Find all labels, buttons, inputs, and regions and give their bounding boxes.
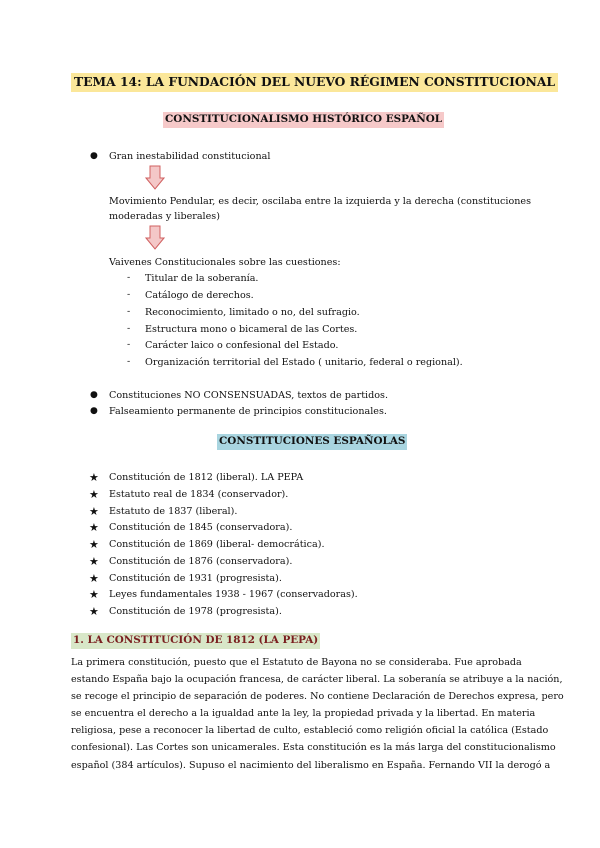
dash-item: Reconocimiento, limitado o no, del sufragio. <box>145 307 360 318</box>
constitution-list-item: Constitución de 1869 (liberal- democrática). <box>109 539 325 550</box>
dash-marker: - <box>127 306 131 317</box>
paragraph-line: se encuentra el derecho a la igualdad ante la ley, la propiedad privada y la libertad. En materia <box>71 708 536 720</box>
bullet-dot: ● <box>90 406 98 416</box>
star-icon: ★ <box>89 521 99 534</box>
dash-marker: - <box>127 272 131 283</box>
section-heading-constitucionalismo: CONSTITUCIONALISMO HISTÓRICO ESPAÑOL <box>163 112 444 128</box>
star-icon: ★ <box>89 572 99 585</box>
section-heading-constituciones: CONSTITUCIONES ESPAÑOLAS <box>217 434 407 450</box>
dash-item: Carácter laico o confesional del Estado. <box>145 340 339 351</box>
bullet-dot: ● <box>90 151 98 161</box>
dash-marker: - <box>127 289 131 300</box>
pendular-line-1: Movimiento Pendular, es decir, oscilaba entre la izquierda y la derecha (constituciones <box>109 196 531 207</box>
dash-item: Titular de la soberanía. <box>145 273 259 284</box>
constitution-list-item: Constitución de 1931 (progresista). <box>109 573 282 584</box>
star-icon: ★ <box>89 605 99 618</box>
dash-item: Organización territorial del Estado ( unitario, federal o regional). <box>145 357 463 368</box>
dash-item: Estructura mono o bicameral de las Cortes. <box>145 324 358 335</box>
star-icon: ★ <box>89 538 99 551</box>
constitution-list-item: Constitución de 1876 (conservadora). <box>109 556 293 567</box>
pendular-line-2: moderadas y liberales) <box>109 211 220 222</box>
paragraph-line: confesional). Las Cortes son unicamerales. Esta constitución es la más larga del constitucionalismo <box>71 742 556 754</box>
dash-marker: - <box>127 339 131 350</box>
constitution-list-item: Estatuto de 1837 (liberal). <box>109 506 238 517</box>
bullet-dot: ● <box>90 390 98 400</box>
down-arrow-icon <box>145 225 165 250</box>
paragraph-line: estando España bajo la ocupación francesa, de carácter liberal. La soberanía se atribuye a la nación, <box>71 674 563 686</box>
star-icon: ★ <box>89 555 99 568</box>
bullet-text-falseamiento: Falseamiento permanente de principios constitucionales. <box>109 406 387 417</box>
paragraph-line: se recoge el principio de separación de poderes. No contiene Declaración de Derechos expresa, pero <box>71 691 564 703</box>
down-arrow-icon <box>145 165 165 190</box>
constitution-list-item: Constitución de 1812 (liberal). LA PEPA <box>109 472 304 483</box>
paragraph-line: religiosa, pese a reconocer la libertad de culto, estableció como religión oficial la católica (Estado <box>71 725 549 737</box>
star-icon: ★ <box>89 488 99 501</box>
page-title: TEMA 14: LA FUNDACIÓN DEL NUEVO RÉGIMEN CONSTITUCIONAL <box>71 73 558 92</box>
dash-marker: - <box>127 323 131 334</box>
paragraph-1812 <box>71 654 564 774</box>
constitution-list-item: Leyes fundamentales 1938 - 1967 (conservadoras). <box>109 589 358 600</box>
star-icon: ★ <box>89 471 99 484</box>
star-icon: ★ <box>89 505 99 518</box>
dash-item: Catálogo de derechos. <box>145 290 254 301</box>
dash-marker: - <box>127 356 131 367</box>
constitution-list-item: Constitución de 1978 (progresista). <box>109 606 282 617</box>
star-icon: ★ <box>89 588 99 601</box>
constitution-list-item: Estatuto real de 1834 (conservador). <box>109 489 289 500</box>
constitution-list-item: Constitución de 1845 (conservadora). <box>109 522 293 533</box>
paragraph-line: español (384 artículos). Supuso el nacimiento del liberalismo en España. Fernando VII la derogó a <box>71 759 551 771</box>
bullet-text-inestabilidad: Gran inestabilidad constitucional <box>109 151 271 162</box>
paragraph-line: La primera constitución, puesto que el Estatuto de Bayona no se consideraba. Fue aprobada <box>71 657 522 668</box>
section-heading-1812: 1. LA CONSTITUCIÓN DE 1812 (LA PEPA) <box>71 633 320 649</box>
bullet-text-no-consensuadas: Constituciones NO CONSENSUADAS, textos de partidos. <box>109 390 389 401</box>
vaivenes-intro: Vaivenes Constitucionales sobre las cuestiones: <box>109 257 341 268</box>
